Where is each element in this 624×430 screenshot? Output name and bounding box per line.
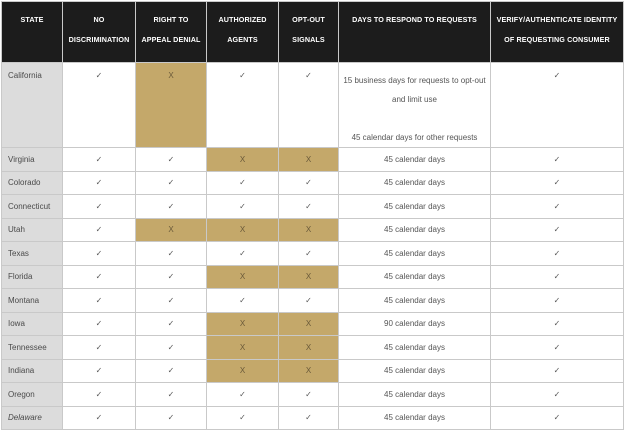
table-row xyxy=(2,336,624,360)
state-name: Florida xyxy=(2,265,63,289)
check-mark-icon: ✓ xyxy=(167,295,175,305)
x-mark: X xyxy=(305,319,312,329)
state-name: Indiana xyxy=(2,359,63,383)
no-discrimination-cell xyxy=(63,195,136,219)
x-mark: X xyxy=(305,342,312,352)
state-name: Connecticut xyxy=(2,195,63,219)
state-name: Delaware xyxy=(2,406,63,430)
check-mark-icon: ✓ xyxy=(553,295,561,305)
right-to-appeal-cell xyxy=(136,312,207,336)
check-mark-icon: ✓ xyxy=(95,71,103,80)
table-row xyxy=(2,289,624,313)
header-state xyxy=(2,2,63,63)
header-verify-identity xyxy=(491,2,624,63)
check-mark-icon: ✓ xyxy=(95,201,103,211)
state-name: Texas xyxy=(2,242,63,266)
table-row xyxy=(2,242,624,266)
check-mark-icon: ✓ xyxy=(239,178,246,188)
days-to-respond-cell: 45 calendar days xyxy=(339,406,491,430)
verify-identity-cell xyxy=(491,406,624,430)
x-mark: X xyxy=(168,71,174,80)
header-line: OPT-OUT xyxy=(292,15,325,24)
table-row xyxy=(2,63,624,148)
right-to-appeal-cell xyxy=(136,148,207,172)
table-row xyxy=(2,383,624,407)
days-to-respond-cell: 45 calendar days xyxy=(339,218,491,242)
opt-out-signals-cell xyxy=(279,63,339,148)
header-line: AGENTS xyxy=(227,35,258,44)
check-mark-icon: ✓ xyxy=(553,366,561,376)
verify-identity-cell xyxy=(491,359,624,383)
check-mark-icon: ✓ xyxy=(95,389,103,399)
check-mark-icon: ✓ xyxy=(95,413,103,423)
check-mark-icon: ✓ xyxy=(305,201,312,211)
x-mark: X xyxy=(168,225,174,235)
right-to-appeal-cell xyxy=(136,218,207,242)
verify-identity-cell xyxy=(491,195,624,219)
check-mark-icon: ✓ xyxy=(167,342,175,352)
no-discrimination-cell xyxy=(63,265,136,289)
check-mark-icon: ✓ xyxy=(305,389,312,399)
right-to-appeal-cell xyxy=(136,242,207,266)
verify-identity-cell xyxy=(491,289,624,313)
authorized-agents-cell xyxy=(207,171,279,195)
state-name: Oregon xyxy=(2,383,63,407)
header-right-to-appeal-denial xyxy=(136,2,207,63)
x-mark: X xyxy=(239,319,246,329)
verify-identity-cell xyxy=(491,171,624,195)
days-line xyxy=(343,109,486,128)
check-mark-icon: ✓ xyxy=(239,413,246,423)
days-to-respond-cell: 45 calendar days xyxy=(339,195,491,219)
table-body xyxy=(2,63,624,430)
opt-out-signals-cell xyxy=(279,289,339,313)
check-mark-icon: ✓ xyxy=(553,225,561,235)
header-line: STATE xyxy=(20,15,44,24)
verify-identity-cell xyxy=(491,63,624,148)
table-row xyxy=(2,406,624,430)
no-discrimination-cell xyxy=(63,242,136,266)
table-row xyxy=(2,359,624,383)
right-to-appeal-cell xyxy=(136,406,207,430)
header-opt-out-signals xyxy=(279,2,339,63)
state-name: Iowa xyxy=(2,312,63,336)
authorized-agents-cell xyxy=(207,289,279,313)
authorized-agents-cell xyxy=(207,148,279,172)
days-to-respond-cell: 45 calendar days xyxy=(339,359,491,383)
authorized-agents-cell xyxy=(207,242,279,266)
check-mark-icon: ✓ xyxy=(553,319,561,329)
header-line: RIGHT TO xyxy=(153,15,189,24)
no-discrimination-cell xyxy=(63,383,136,407)
check-mark-icon: ✓ xyxy=(553,413,561,423)
table-row xyxy=(2,148,624,172)
days-to-respond-cell xyxy=(339,63,491,148)
days-line: 45 calendar days for other requests xyxy=(351,133,478,142)
table-row xyxy=(2,312,624,336)
authorized-agents-cell xyxy=(207,406,279,430)
check-mark-icon: ✓ xyxy=(239,248,246,258)
header-row xyxy=(2,2,624,63)
state-name: Tennessee xyxy=(2,336,63,360)
check-mark-icon: ✓ xyxy=(95,342,103,352)
authorized-agents-cell xyxy=(207,195,279,219)
check-mark-icon: ✓ xyxy=(95,225,103,235)
authorized-agents-cell xyxy=(207,218,279,242)
header-line: DISCRIMINATION xyxy=(68,35,130,44)
check-mark-icon: ✓ xyxy=(95,319,103,329)
days-line: and limit use xyxy=(392,95,437,104)
x-mark: X xyxy=(239,154,246,164)
x-mark: X xyxy=(305,272,312,282)
state-name: Colorado xyxy=(2,171,63,195)
verify-identity-cell xyxy=(491,148,624,172)
check-mark-icon: ✓ xyxy=(239,295,246,305)
right-to-appeal-cell xyxy=(136,359,207,383)
state-name: Virginia xyxy=(2,148,63,172)
opt-out-signals-cell xyxy=(279,406,339,430)
check-mark-icon: ✓ xyxy=(305,248,312,258)
check-mark-icon: ✓ xyxy=(553,389,561,399)
opt-out-signals-cell xyxy=(279,242,339,266)
days-to-respond-cell: 45 calendar days xyxy=(339,242,491,266)
opt-out-signals-cell xyxy=(279,312,339,336)
verify-identity-cell xyxy=(491,312,624,336)
authorized-agents-cell xyxy=(207,383,279,407)
days-to-respond-cell: 45 calendar days xyxy=(339,171,491,195)
check-mark-icon: ✓ xyxy=(305,178,312,188)
header-line: OF REQUESTING CONSUMER xyxy=(504,35,610,44)
check-mark-icon: ✓ xyxy=(95,272,103,282)
table-row xyxy=(2,171,624,195)
opt-out-signals-cell xyxy=(279,218,339,242)
header-line: SIGNALS xyxy=(292,35,325,44)
right-to-appeal-cell xyxy=(136,195,207,219)
check-mark-icon: ✓ xyxy=(553,178,561,188)
opt-out-signals-cell xyxy=(279,195,339,219)
right-to-appeal-cell xyxy=(136,265,207,289)
check-mark-icon: ✓ xyxy=(305,71,312,80)
authorized-agents-cell xyxy=(207,336,279,360)
x-mark: X xyxy=(305,225,312,235)
days-to-respond-cell: 45 calendar days xyxy=(339,148,491,172)
days-to-respond-cell: 45 calendar days xyxy=(339,265,491,289)
header-line: NO xyxy=(93,15,105,24)
header-line: APPEAL DENIAL xyxy=(141,35,201,44)
days-to-respond-cell: 45 calendar days xyxy=(339,383,491,407)
check-mark-icon: ✓ xyxy=(95,295,103,305)
check-mark-icon: ✓ xyxy=(553,154,561,164)
check-mark-icon: ✓ xyxy=(167,154,175,164)
check-mark-icon: ✓ xyxy=(167,248,175,258)
days-to-respond-cell: 45 calendar days xyxy=(339,289,491,313)
check-mark-icon: ✓ xyxy=(95,248,103,258)
right-to-appeal-cell xyxy=(136,171,207,195)
authorized-agents-cell xyxy=(207,63,279,148)
x-mark: X xyxy=(239,225,246,235)
authorized-agents-cell xyxy=(207,265,279,289)
verify-identity-cell xyxy=(491,383,624,407)
no-discrimination-cell xyxy=(63,218,136,242)
header-line: AUTHORIZED xyxy=(218,15,267,24)
header-line: DAYS TO RESPOND TO REQUESTS xyxy=(352,15,477,24)
no-discrimination-cell xyxy=(63,406,136,430)
check-mark-icon: ✓ xyxy=(553,248,561,258)
check-mark-icon: ✓ xyxy=(305,413,312,423)
right-to-appeal-cell xyxy=(136,383,207,407)
check-mark-icon: ✓ xyxy=(167,272,175,282)
no-discrimination-cell xyxy=(63,289,136,313)
state-privacy-comparison-table xyxy=(1,1,624,430)
header-line: VERIFY/AUTHENTICATE IDENTITY xyxy=(496,15,618,24)
check-mark-icon: ✓ xyxy=(95,154,103,164)
check-mark-icon: ✓ xyxy=(167,366,175,376)
check-mark-icon: ✓ xyxy=(239,201,246,211)
x-mark: X xyxy=(305,366,312,376)
right-to-appeal-cell xyxy=(136,289,207,313)
x-mark: X xyxy=(239,342,246,352)
days-line: 15 business days for requests to opt-out xyxy=(343,76,486,85)
check-mark-icon: ✓ xyxy=(167,413,175,423)
right-to-appeal-cell xyxy=(136,336,207,360)
check-mark-icon: ✓ xyxy=(553,342,561,352)
no-discrimination-cell xyxy=(63,312,136,336)
check-mark-icon: ✓ xyxy=(305,295,312,305)
no-discrimination-cell xyxy=(63,63,136,148)
opt-out-signals-cell xyxy=(279,265,339,289)
no-discrimination-cell xyxy=(63,336,136,360)
header-no-discrimination xyxy=(63,2,136,63)
no-discrimination-cell xyxy=(63,359,136,383)
check-mark-icon: ✓ xyxy=(239,71,246,80)
check-mark-icon: ✓ xyxy=(239,389,246,399)
table-row xyxy=(2,195,624,219)
x-mark: X xyxy=(239,366,246,376)
authorized-agents-cell xyxy=(207,312,279,336)
days-to-respond-cell: 90 calendar days xyxy=(339,312,491,336)
opt-out-signals-cell xyxy=(279,359,339,383)
check-mark-icon: ✓ xyxy=(167,319,175,329)
days-to-respond-cell: 45 calendar days xyxy=(339,336,491,360)
check-mark-icon: ✓ xyxy=(95,178,103,188)
no-discrimination-cell xyxy=(63,171,136,195)
header-days-to-respond xyxy=(339,2,491,63)
authorized-agents-cell xyxy=(207,359,279,383)
check-mark-icon: ✓ xyxy=(167,178,175,188)
no-discrimination-cell xyxy=(63,148,136,172)
opt-out-signals-cell xyxy=(279,383,339,407)
check-mark-icon: ✓ xyxy=(95,366,103,376)
check-mark-icon: ✓ xyxy=(167,201,175,211)
x-mark: X xyxy=(305,154,312,164)
header-authorized-agents xyxy=(207,2,279,63)
check-mark-icon: ✓ xyxy=(553,201,561,211)
check-mark-icon: ✓ xyxy=(167,389,175,399)
opt-out-signals-cell xyxy=(279,148,339,172)
state-name: Utah xyxy=(2,218,63,242)
verify-identity-cell xyxy=(491,336,624,360)
table-row xyxy=(2,265,624,289)
opt-out-signals-cell xyxy=(279,336,339,360)
opt-out-signals-cell xyxy=(279,171,339,195)
verify-identity-cell xyxy=(491,242,624,266)
right-to-appeal-cell xyxy=(136,63,207,148)
check-mark-icon: ✓ xyxy=(553,71,561,80)
state-name: California xyxy=(2,63,63,148)
verify-identity-cell xyxy=(491,218,624,242)
check-mark-icon: ✓ xyxy=(553,272,561,282)
x-mark: X xyxy=(239,272,246,282)
state-name: Montana xyxy=(2,289,63,313)
verify-identity-cell xyxy=(491,265,624,289)
table-row xyxy=(2,218,624,242)
